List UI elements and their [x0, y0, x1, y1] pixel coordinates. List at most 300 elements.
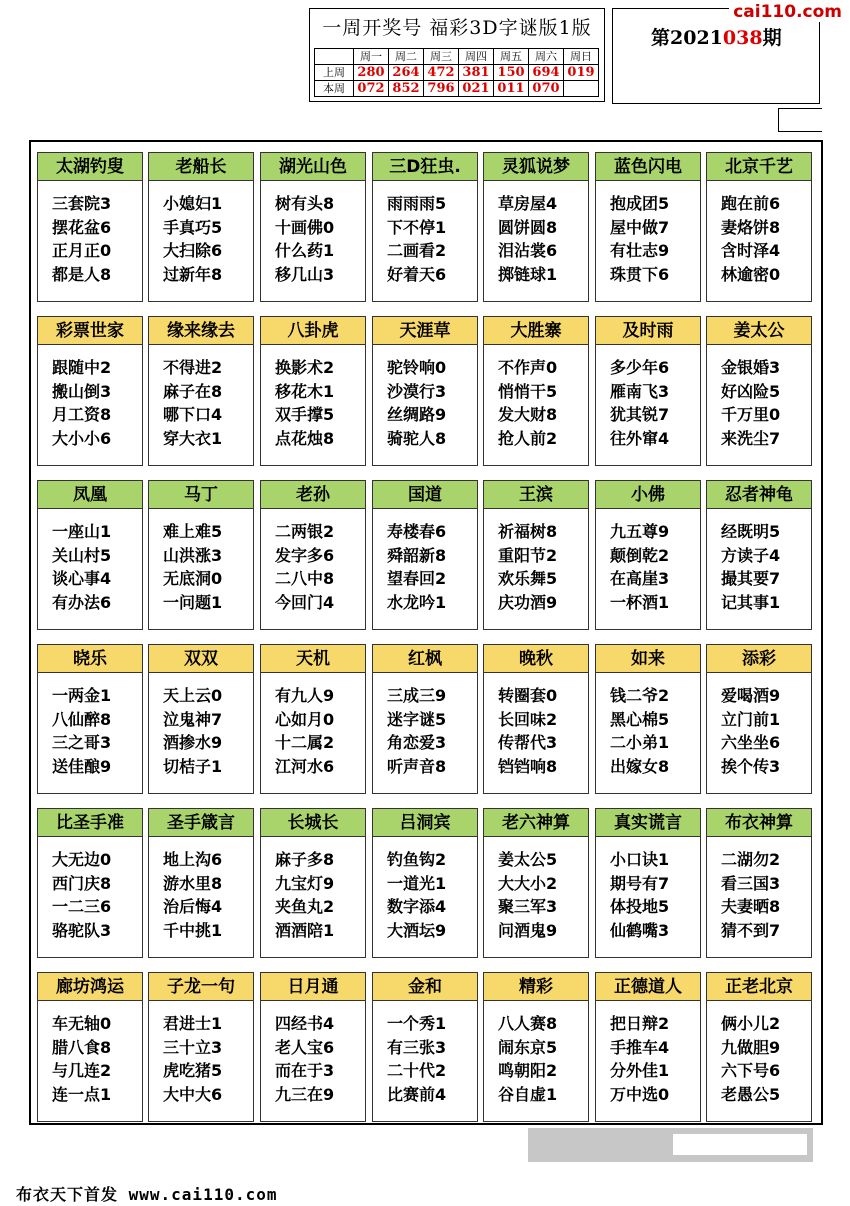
puzzle-line: 小口诀1: [610, 850, 670, 869]
puzzle-line: 庆功酒9: [498, 592, 558, 612]
puzzle-cell: [372, 972, 478, 1122]
puzzle-line: 有办法6: [52, 592, 112, 612]
draw-number: 019: [564, 65, 599, 81]
puzzle-cell: [260, 152, 366, 302]
puzzle-line: 姜太公5: [498, 850, 558, 869]
puzzle-line: 鸣朝阳2: [498, 1061, 558, 1080]
puzzle-line: 看三国3: [721, 873, 781, 893]
puzzle-lines: [163, 520, 222, 614]
period-label: [651, 23, 782, 50]
puzzle-line: 草房屋4: [498, 194, 558, 213]
puzzle-author: 精彩: [484, 973, 588, 1001]
draw-number: 070: [529, 81, 564, 97]
puzzle-line: 掷链球1: [498, 264, 558, 284]
puzzle-lines: [163, 684, 222, 778]
puzzle-line: 地上沟6: [163, 850, 223, 869]
last-week-label: 上周: [315, 65, 354, 81]
puzzle-line: 三套院3: [52, 194, 112, 213]
puzzle-cell: [37, 480, 143, 630]
site-watermark: cai110.com: [729, 2, 846, 22]
puzzle-line: 往外窜4: [610, 428, 670, 448]
puzzle-line: 摆花盆6: [52, 217, 112, 237]
puzzle-line: 夫妻晒8: [721, 897, 781, 916]
puzzle-line: 方读子4: [721, 545, 781, 565]
puzzle-author: 天涯草: [373, 317, 477, 345]
puzzle-line: 来洗尘7: [721, 428, 781, 448]
puzzle-line: 猜不到7: [721, 920, 781, 940]
puzzle-lines: [275, 1012, 334, 1106]
puzzle-author: 晚秋: [484, 645, 588, 673]
puzzle-line: 铛铛响8: [498, 756, 558, 776]
puzzle-line: 林逾密0: [721, 264, 781, 284]
last-week-row: [315, 65, 599, 81]
puzzle-line: 手真巧5: [163, 217, 223, 237]
puzzle-lines: [387, 356, 446, 450]
puzzle-line: 多少年6: [610, 358, 670, 377]
puzzle-line: 西门庆8: [52, 873, 112, 893]
puzzle-author: 晓乐: [38, 645, 142, 673]
day-header: 周四: [459, 49, 494, 65]
puzzle-line: 万中选0: [610, 1084, 670, 1104]
puzzle-line: 数字添4: [387, 897, 447, 916]
puzzle-lines: [498, 520, 557, 614]
puzzle-line: 聚三军3: [498, 897, 558, 916]
puzzle-line: 珠贯下6: [610, 264, 670, 284]
puzzle-cell: [37, 972, 143, 1122]
puzzle-author: 湖光山色: [261, 153, 365, 181]
puzzle-line: 双手撑5: [275, 405, 335, 424]
puzzle-line: 天上云0: [163, 686, 223, 705]
puzzle-lines: [52, 356, 111, 450]
puzzle-line: 抢人前2: [498, 428, 558, 448]
puzzle-author: 蓝色闪电: [596, 153, 700, 181]
puzzle-line: 九宝灯9: [275, 873, 335, 893]
puzzle-line: 大大小2: [498, 873, 558, 893]
puzzle-line: 穿大衣1: [163, 428, 223, 448]
puzzle-lines: [163, 848, 222, 942]
puzzle-author: 日月通: [261, 973, 365, 1001]
puzzle-line: 搬山倒3: [52, 381, 112, 401]
puzzle-line: 切桔子1: [163, 756, 223, 776]
puzzle-line: 长回味2: [498, 709, 558, 729]
puzzle-cell: [706, 644, 812, 794]
puzzle-author: 子龙一句: [149, 973, 253, 1001]
puzzle-cell: [260, 808, 366, 958]
puzzle-line: 移几山3: [275, 264, 335, 284]
day-header: 周一: [354, 49, 389, 65]
puzzle-author: 双双: [149, 645, 253, 673]
puzzle-line: 骆驼队3: [52, 920, 112, 940]
puzzle-line: 不作声0: [498, 358, 558, 377]
puzzle-line: 圆饼圆8: [498, 217, 558, 237]
puzzle-line: 千万里0: [721, 405, 781, 424]
puzzle-lines: [610, 520, 669, 614]
puzzle-line: 四经书4: [275, 1014, 335, 1033]
period-prefix: 第2021: [651, 27, 723, 49]
puzzle-lines: [163, 356, 222, 450]
puzzle-line: 黑心棉5: [610, 709, 670, 729]
corner-box: [778, 108, 822, 132]
puzzle-line: 水龙吟1: [387, 592, 447, 612]
puzzle-line: 老人宝6: [275, 1037, 335, 1057]
puzzle-author: 大胜寨: [484, 317, 588, 345]
puzzle-line: 撮其要7: [721, 569, 781, 588]
puzzle-line: 在高崖3: [610, 569, 670, 588]
puzzle-author: 真实谎言: [596, 809, 700, 837]
puzzle-author: 天机: [261, 645, 365, 673]
puzzle-line: 比赛前4: [387, 1084, 447, 1104]
puzzle-author: 老孙: [261, 481, 365, 509]
puzzle-cell: [706, 480, 812, 630]
puzzle-line: 仙鹤嘴3: [610, 920, 670, 940]
puzzle-line: 立门前1: [721, 709, 781, 729]
puzzle-lines: [387, 1012, 446, 1106]
puzzle-lines: [275, 192, 334, 286]
puzzle-author: 如来: [596, 645, 700, 673]
puzzle-lines: [52, 848, 111, 942]
puzzle-line: 车无轴0: [52, 1014, 112, 1033]
draw-number: 264: [389, 65, 424, 81]
draw-number: 694: [529, 65, 564, 81]
puzzle-line: 六下号6: [721, 1061, 781, 1080]
puzzle-line: 与几连2: [52, 1061, 112, 1080]
puzzle-line: 六坐坐6: [721, 733, 781, 752]
puzzle-line: 经既明5: [721, 522, 781, 541]
day-header: 周六: [529, 49, 564, 65]
puzzle-line: 虎吃猪5: [163, 1061, 223, 1080]
puzzle-line: 过新年8: [163, 264, 223, 284]
puzzle-lines: [498, 848, 557, 942]
draw-number: 796: [424, 81, 459, 97]
weekly-results-box: [309, 8, 605, 102]
puzzle-line: 一个秀1: [387, 1014, 447, 1033]
puzzle-lines: [721, 848, 780, 942]
puzzle-line: 沙漠行3: [387, 381, 447, 401]
puzzle-line: 好着天6: [387, 264, 447, 284]
puzzle-cell: [37, 644, 143, 794]
puzzle-line: 江河水6: [275, 756, 335, 776]
day-header: 周三: [424, 49, 459, 65]
puzzle-line: 谈心事4: [52, 569, 112, 588]
puzzle-lines: [387, 192, 446, 286]
puzzle-line: 山洪涨3: [163, 545, 223, 565]
puzzle-author: 王滨: [484, 481, 588, 509]
puzzle-cell: [483, 480, 589, 630]
puzzle-author: 太湖钓叟: [38, 153, 142, 181]
puzzle-line: 悄悄干5: [498, 381, 558, 401]
puzzle-author: 缘来缘去: [149, 317, 253, 345]
draw-number: 280: [354, 65, 389, 81]
puzzle-author: 老六神算: [484, 809, 588, 837]
puzzle-line: 跟随中2: [52, 358, 112, 377]
puzzle-lines: [610, 848, 669, 942]
puzzle-author: 小佛: [596, 481, 700, 509]
puzzle-line: 一问题1: [163, 592, 223, 612]
puzzle-line: 钓鱼钩2: [387, 850, 447, 869]
puzzle-line: 金银婚3: [721, 358, 781, 377]
period-suffix: 期: [762, 27, 782, 49]
puzzle-cell: [483, 808, 589, 958]
puzzle-lines: [275, 520, 334, 614]
draw-number: 150: [494, 65, 529, 81]
puzzle-cell: [483, 152, 589, 302]
puzzle-line: 什么药1: [275, 241, 335, 260]
puzzle-line: 发字多6: [275, 545, 335, 565]
puzzle-line: 传帮代3: [498, 733, 558, 752]
puzzle-author: 正老北京: [707, 973, 811, 1001]
puzzle-lines: [163, 1012, 222, 1106]
puzzle-line: 酒掺水9: [163, 733, 223, 752]
puzzle-cell: [148, 644, 254, 794]
puzzle-cell: [148, 972, 254, 1122]
puzzle-lines: [721, 1012, 780, 1106]
this-week-row: [315, 81, 599, 97]
puzzle-cell: [372, 480, 478, 630]
puzzle-line: 角恋爱3: [387, 733, 447, 752]
footer-blank: [673, 1134, 807, 1155]
puzzle-author: 北京千艺: [707, 153, 811, 181]
puzzle-cell: [595, 152, 701, 302]
puzzle-cell: [595, 316, 701, 466]
puzzle-line: 一道光1: [387, 873, 447, 893]
draw-number: 472: [424, 65, 459, 81]
puzzle-line: 俩小儿2: [721, 1014, 781, 1033]
days-row: [315, 49, 599, 65]
puzzle-lines: [52, 520, 111, 614]
puzzle-line: 迷字谜5: [387, 709, 447, 729]
puzzle-line: 体投地5: [610, 897, 670, 916]
puzzle-author: 马丁: [149, 481, 253, 509]
puzzle-line: 问酒鬼9: [498, 920, 558, 940]
puzzle-line: 八人赛8: [498, 1014, 558, 1033]
puzzle-line: 大扫除6: [163, 241, 223, 260]
period-box: [612, 8, 820, 104]
puzzle-line: 树有头8: [275, 194, 335, 213]
puzzle-line: 点花烛8: [275, 428, 335, 448]
puzzle-line: 屋中做7: [610, 217, 670, 237]
draw-number: 021: [459, 81, 494, 97]
puzzle-line: 钱二爷2: [610, 686, 670, 705]
puzzle-lines: [52, 192, 111, 286]
puzzle-line: 有九人9: [275, 686, 335, 705]
puzzle-line: 好凶险5: [721, 381, 781, 401]
puzzle-line: 一两金1: [52, 686, 112, 705]
puzzle-line: 有三张3: [387, 1037, 447, 1057]
puzzle-line: 丝绸路9: [387, 405, 447, 424]
puzzle-lines: [610, 1012, 669, 1106]
puzzle-lines: [52, 684, 111, 778]
puzzle-author: 添彩: [707, 645, 811, 673]
puzzle-cell: [37, 808, 143, 958]
puzzle-lines: [610, 192, 669, 286]
puzzle-author: 圣手箴言: [149, 809, 253, 837]
puzzle-cell: [595, 644, 701, 794]
puzzle-line: 听声音8: [387, 756, 447, 776]
puzzle-cell: [260, 644, 366, 794]
puzzle-line: 抱成团5: [610, 194, 670, 213]
puzzle-line: 骑驼人8: [387, 428, 447, 448]
puzzle-line: 二十代2: [387, 1061, 447, 1080]
puzzle-line: 九三在9: [275, 1084, 335, 1104]
puzzle-line: 泪沾裳6: [498, 241, 558, 260]
draw-number: 381: [459, 65, 494, 81]
puzzle-line: 君进士1: [163, 1014, 223, 1033]
draw-number: 852: [389, 81, 424, 97]
puzzle-line: 雁南飞3: [610, 381, 670, 401]
puzzle-line: 一杯酒1: [610, 592, 670, 612]
puzzle-line: 不得进2: [163, 358, 223, 377]
puzzle-line: 大酒坛9: [387, 920, 447, 940]
puzzle-line: 犹其锐7: [610, 405, 670, 424]
puzzle-line: 把日辩2: [610, 1014, 670, 1033]
puzzle-author: 老船长: [149, 153, 253, 181]
puzzle-cell: [37, 152, 143, 302]
puzzle-line: 颠倒乾2: [610, 545, 670, 565]
puzzle-lines: [387, 520, 446, 614]
puzzle-line: 寿楼春6: [387, 522, 447, 541]
puzzle-cell: [37, 316, 143, 466]
puzzle-line: 出嫁女8: [610, 756, 670, 776]
puzzle-line: 二小弟1: [610, 733, 670, 752]
draw-number: 011: [494, 81, 529, 97]
period-number: 038: [722, 27, 763, 49]
puzzle-line: 大中大6: [163, 1084, 223, 1104]
puzzle-author: 八卦虎: [261, 317, 365, 345]
weekly-results-table: [314, 48, 599, 97]
puzzle-author: 姜太公: [707, 317, 811, 345]
puzzle-line: 十画佛0: [275, 217, 335, 237]
puzzle-lines: [498, 356, 557, 450]
puzzle-line: 治后悔4: [163, 897, 223, 916]
puzzle-author: 凤凰: [38, 481, 142, 509]
puzzle-cell: [148, 316, 254, 466]
puzzle-lines: [387, 684, 446, 778]
puzzle-line: 爱喝酒9: [721, 686, 781, 705]
puzzle-lines: [610, 356, 669, 450]
puzzle-line: 挨个传3: [721, 756, 781, 776]
puzzle-line: 二湖勿2: [721, 850, 781, 869]
puzzle-lines: [721, 520, 780, 614]
puzzle-cell: [372, 152, 478, 302]
puzzle-author: 金和: [373, 973, 477, 1001]
puzzle-cell: [260, 480, 366, 630]
puzzle-line: 麻子多8: [275, 850, 335, 869]
puzzle-line: 无底洞0: [163, 569, 223, 588]
puzzle-line: 十二属2: [275, 733, 335, 752]
puzzle-line: 大小小6: [52, 428, 112, 448]
puzzle-cell: [706, 316, 812, 466]
puzzle-line: 妻烙饼8: [721, 217, 781, 237]
puzzle-cell: [595, 972, 701, 1122]
this-week-label: 本周: [315, 81, 354, 97]
puzzle-line: 麻子在8: [163, 381, 223, 401]
puzzle-lines: [498, 684, 557, 778]
puzzle-lines: [498, 1012, 557, 1106]
puzzle-line: 发大财8: [498, 405, 558, 424]
draw-number: 072: [354, 81, 389, 97]
puzzle-cell: [483, 972, 589, 1122]
puzzle-line: 大无边0: [52, 850, 112, 869]
day-header: 周日: [564, 49, 599, 65]
puzzle-line: 腊八食8: [52, 1037, 112, 1057]
puzzle-line: 难上难5: [163, 522, 223, 541]
puzzle-author: 长城长: [261, 809, 365, 837]
puzzle-line: 关山村5: [52, 545, 112, 565]
puzzle-line: 九做胆9: [721, 1037, 781, 1057]
puzzle-line: 雨雨雨5: [387, 194, 447, 213]
puzzle-line: 哪下口4: [163, 405, 223, 424]
puzzle-author: 吕洞宾: [373, 809, 477, 837]
puzzle-line: 小媳妇1: [163, 194, 223, 213]
puzzle-lines: [721, 684, 780, 778]
puzzle-cell: [706, 808, 812, 958]
puzzle-author: 灵狐说梦: [484, 153, 588, 181]
puzzle-lines: [163, 192, 222, 286]
puzzle-line: 换影术2: [275, 358, 335, 377]
puzzle-line: 二两银2: [275, 522, 335, 541]
puzzle-author: 布衣神算: [707, 809, 811, 837]
puzzle-author: 忍者神龟: [707, 481, 811, 509]
puzzle-line: 泣鬼神7: [163, 709, 223, 729]
puzzle-cell: [148, 152, 254, 302]
puzzle-author: 及时雨: [596, 317, 700, 345]
puzzle-line: 送佳酿9: [52, 756, 112, 776]
puzzle-line: 三十立3: [163, 1037, 223, 1057]
puzzle-line: 心如月0: [275, 709, 335, 729]
puzzle-lines: [275, 356, 334, 450]
puzzle-line: 二画看2: [387, 241, 447, 260]
puzzle-author: 国道: [373, 481, 477, 509]
puzzle-line: 下不停1: [387, 217, 447, 237]
puzzle-line: 祈福树8: [498, 522, 558, 541]
puzzle-line: 三之哥3: [52, 733, 112, 752]
puzzle-line: 欢乐舞5: [498, 569, 558, 588]
puzzle-line: 驼铃响0: [387, 358, 447, 377]
puzzle-lines: [498, 192, 557, 286]
puzzle-line: 九五尊9: [610, 522, 670, 541]
puzzle-cell: [595, 808, 701, 958]
draw-number: [564, 81, 599, 97]
puzzle-line: 三成三9: [387, 686, 447, 705]
puzzle-cell: [148, 480, 254, 630]
puzzle-cell: [483, 644, 589, 794]
puzzle-line: 一座山1: [52, 522, 112, 541]
puzzle-line: 千中挑1: [163, 920, 223, 940]
puzzle-cell: [706, 152, 812, 302]
puzzle-line: 老愚公5: [721, 1084, 781, 1104]
puzzle-line: 游水里8: [163, 873, 223, 893]
puzzle-line: 重阳节2: [498, 545, 558, 565]
puzzle-cell: [260, 316, 366, 466]
weekly-results-title: 一周开奖号 福彩3D字谜版1版: [322, 17, 592, 39]
puzzle-lines: [275, 684, 334, 778]
puzzle-lines: [52, 1012, 111, 1106]
footer-credit: 布衣天下首发 www.cai110.com: [16, 1185, 278, 1204]
puzzle-lines: [387, 848, 446, 942]
puzzle-line: 有壮志9: [610, 241, 670, 260]
puzzle-line: 谷自虚1: [498, 1084, 558, 1104]
puzzle-line: 跑在前6: [721, 194, 781, 213]
puzzle-line: 月工资8: [52, 405, 112, 424]
puzzle-cell: [372, 644, 478, 794]
puzzle-cell: [483, 316, 589, 466]
puzzle-line: 舜韶新8: [387, 545, 447, 565]
puzzle-line: 转圈套0: [498, 686, 558, 705]
puzzle-author: 正德道人: [596, 973, 700, 1001]
day-header: 周五: [494, 49, 529, 65]
day-header: 周二: [389, 49, 424, 65]
puzzle-line: 移花木1: [275, 381, 335, 401]
